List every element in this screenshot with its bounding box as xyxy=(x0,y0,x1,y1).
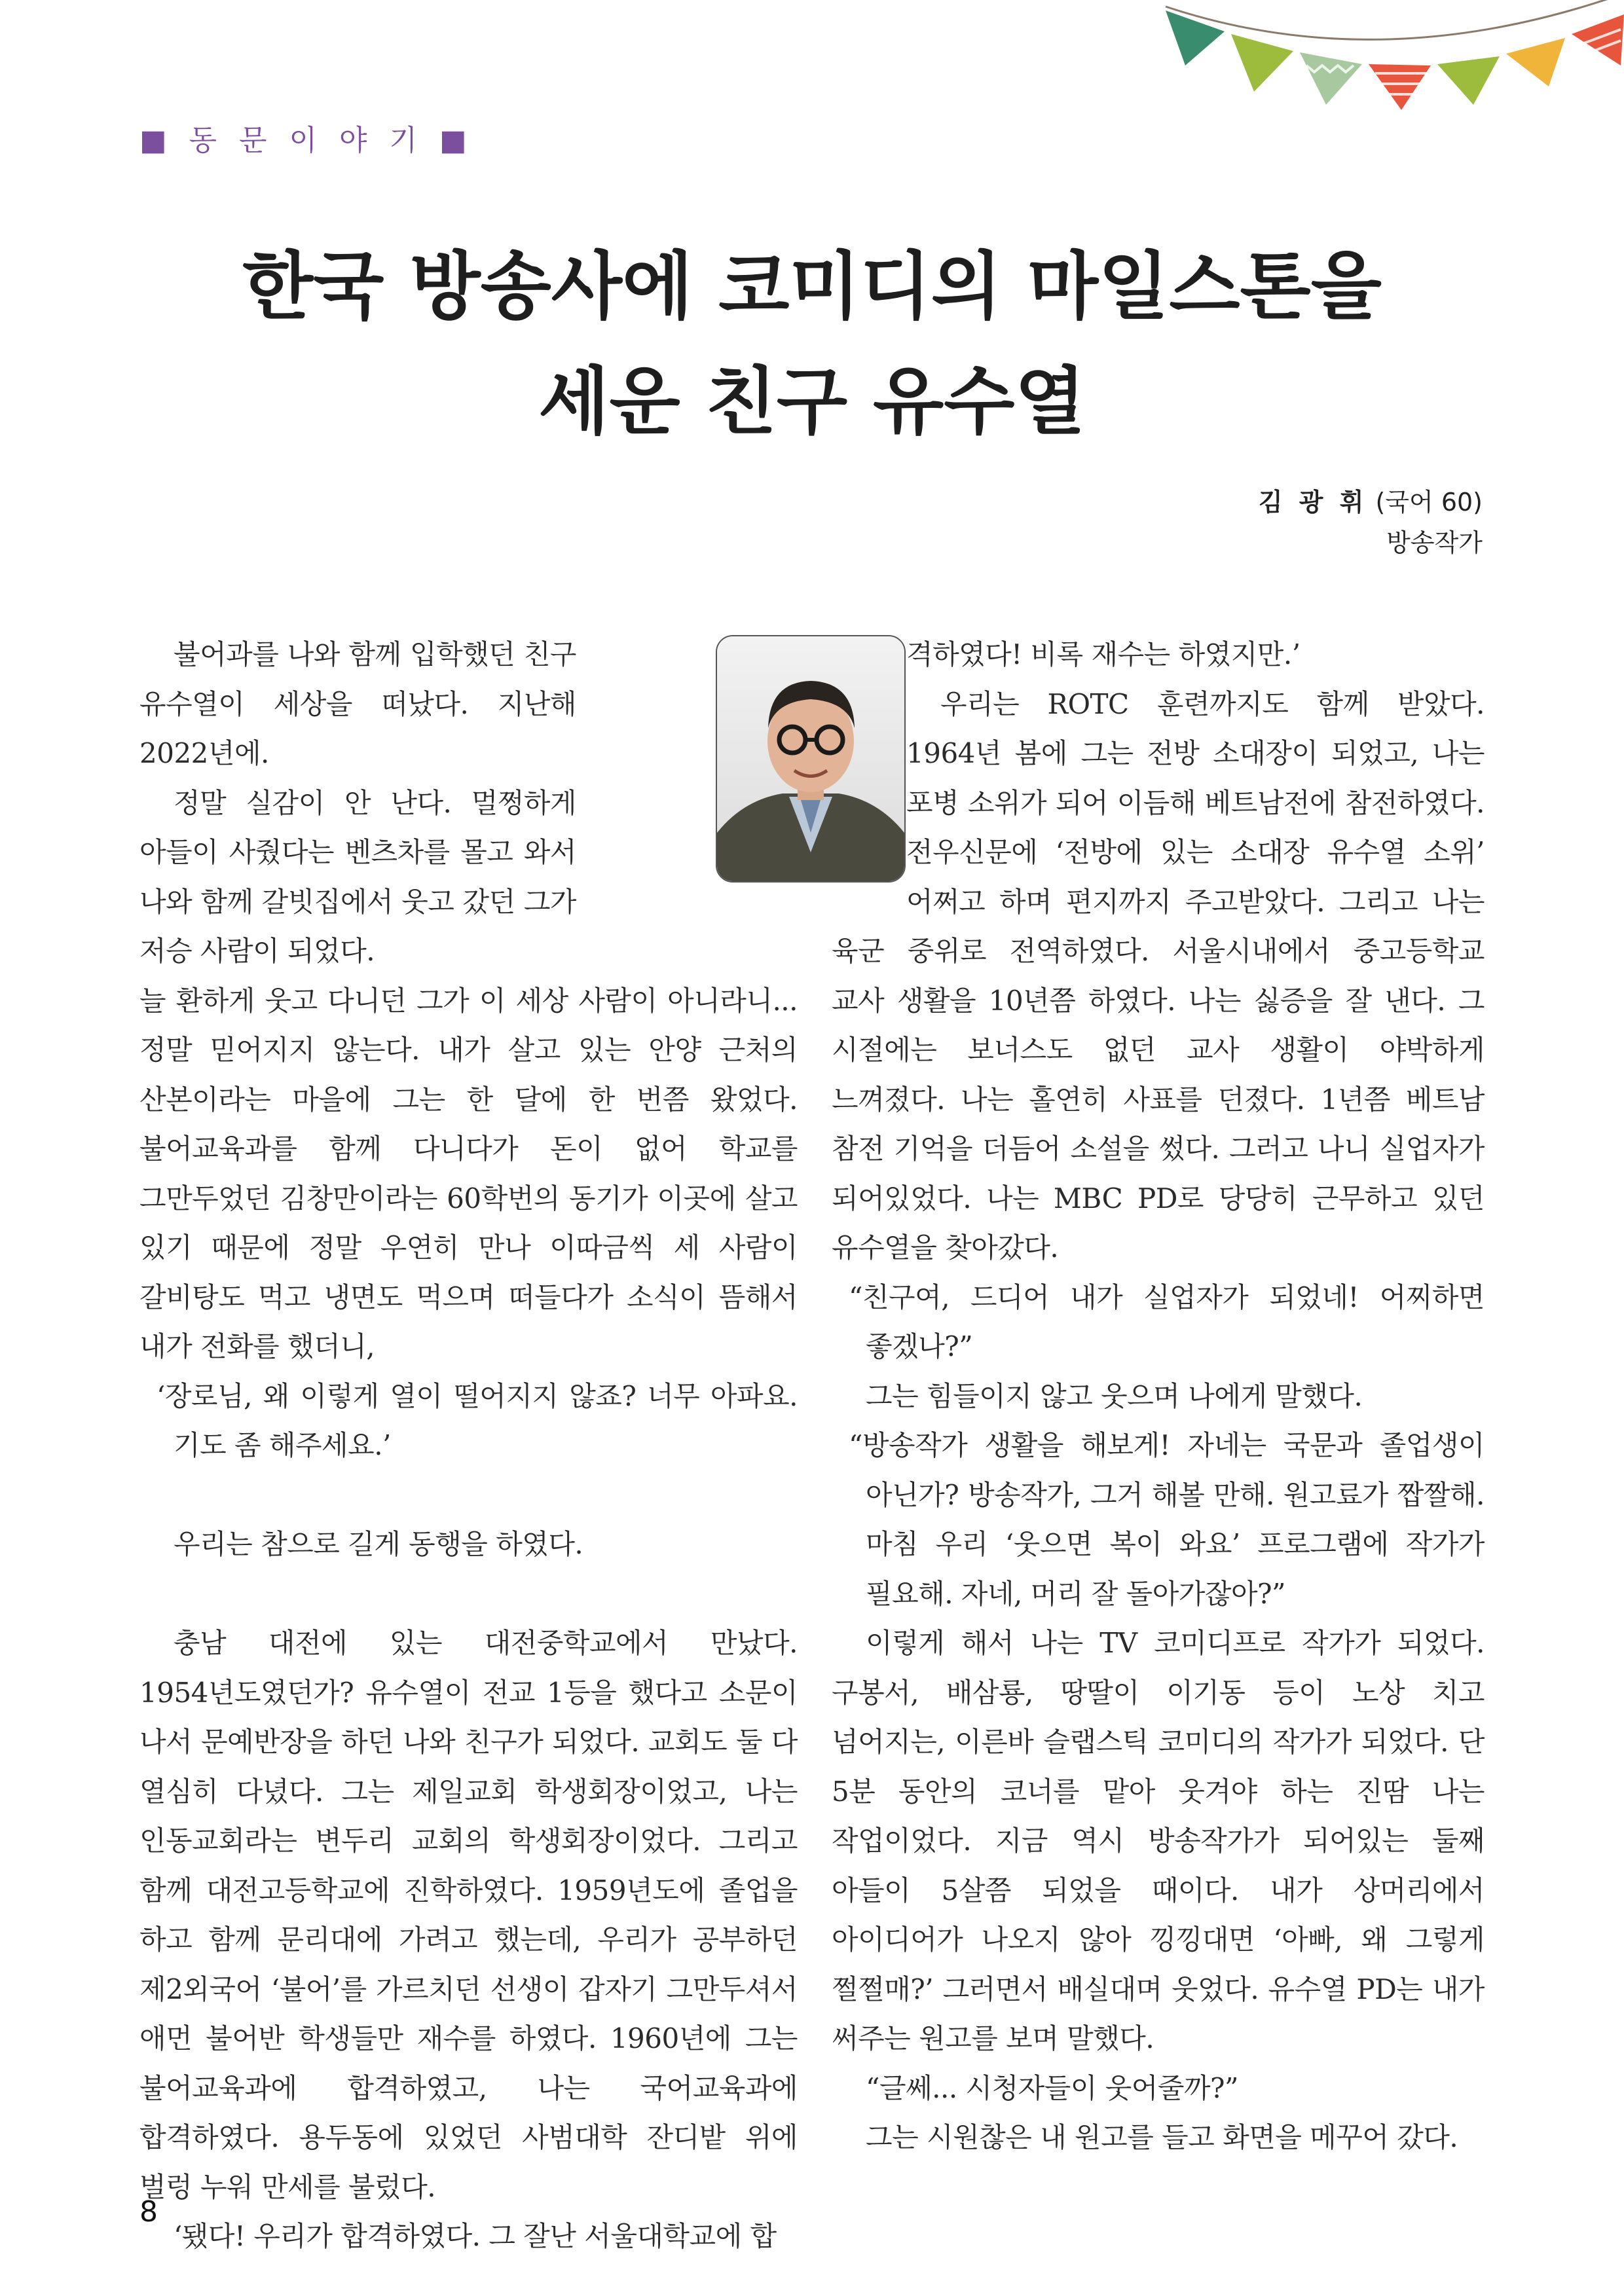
paragraph: 정말 실감이 안 난다. 멀쩡하게 아들이 사줬다는 벤츠차를 몰고 와서 나와 함께 갈빗집에서 웃고 갔던 그가 저승 사람이 되었다. xyxy=(139,786,576,967)
body-column-right xyxy=(832,630,1485,2162)
paragraph: ‘됐다! 우리가 합격하였다. 그 잘난 서울대학교에 합 xyxy=(174,2220,777,2252)
quote-paragraph: “친구여, 드디어 내가 실업자가 되었네! 어찌하면 좋겠나?” xyxy=(849,1281,1485,1362)
flag-1 xyxy=(1166,10,1225,65)
photo-spacer xyxy=(602,634,798,889)
author-affiliation: (국어 60) xyxy=(1375,488,1483,517)
quote-paragraph: ‘장로님, 왜 이렇게 열이 떨어지지 않죠? 너무 아파요. 기도 좀 해주세요.’ xyxy=(157,1379,798,1461)
body-column-left xyxy=(139,630,798,2261)
flag-4 xyxy=(1369,64,1431,110)
article-title xyxy=(0,229,1624,460)
page-number: 8 xyxy=(139,2195,158,2229)
flag-6 xyxy=(1506,38,1565,86)
paragraph: 우리는 참으로 길게 동행을 하였다. xyxy=(174,1528,583,1560)
quote-paragraph: “방송작가 생활을 해보게! 자네는 국문과 졸업생이 아닌가? 방송작가, 그거 해볼 만해. 원고료가 짭짤해. 마침 우리 ‘웃으면 복이 와요’ 프로그램에 작가가 필요해. 자네, 머리 잘 돌아가잖아?” xyxy=(849,1429,1485,1610)
photo-spacer xyxy=(832,630,906,885)
author-role: 방송작가 xyxy=(1386,528,1483,557)
paragraph: 그는 힘들이지 않고 웃으며 나에게 말했다. xyxy=(866,1379,1363,1412)
bunting-flags-decoration xyxy=(1139,0,1624,124)
author-name: 김 광 휘 xyxy=(1258,488,1368,517)
paragraph: 그는 시원찮은 내 원고를 들고 화면을 메꾸어 갔다. xyxy=(866,2121,1458,2153)
title-line-2: 세운 친구 유수열 xyxy=(538,359,1086,445)
section-tag: ■ 동 문 이 야 기 ■ xyxy=(139,124,473,157)
paragraph: “글쎄... 시청자들이 웃어줄까?” xyxy=(866,2071,1239,2104)
paragraph: 이렇게 해서 나는 TV 코미디프로 작가가 되었다. 구봉서, 배삼룡, 땅딸이 이기동 등이 노상 치고 넘어지는, 이른바 슬랩스틱 코미디의 작가가 되었다. 단 5분 동안의 코너를 맡아 웃겨야 하는 진땀 나는 작업이었다. 지금 역시 방송작가가 되어있는 둘째 아들이 5살쯤 되었을 때이다. 내가 상머리에서 아이디어가 나오지 않아 낑낑대면 ‘아빠, 왜 그렇게 쩔쩔매?’ 그러면서 배실대며 웃었다. 유수열 PD는 내가 써주는 원고를 보며 말했다. xyxy=(832,1627,1485,2054)
flag-5 xyxy=(1437,56,1500,105)
title-line-1: 한국 방송사에 코미디의 마일스톤을 xyxy=(242,244,1382,329)
flag-7 xyxy=(1572,14,1624,65)
paragraph: 충남 대전에 있는 대전중학교에서 만났다. 1954년도였던가? 유수열이 전교 1등을 했다고 소문이 나서 문예반장을 하던 나와 친구가 되었다. 교회도 둘 다 열심히 다녔다. 그는 제일교회 학생회장이었고, 나는 인동교회라는 변두리 교회의 학생회장이었다. 그리고 함께 대전고등학교에 진학하였다. 1959년도에 졸업을 하고 함께 문리대에 가려고 했는데, 우리가 공부하던 제2외국어 ‘불어’를 가르치던 선생이 갑자기 그만두셔서 애먼 불어반 학생들만 재수를 하였다. 1960년에 그는 불어교육과에 합격하였고, 나는 국어교육과에 합격하였다. 용두동에 있었던 사범대학 잔디밭 위에 벌렁 누워 만세를 불렀다. xyxy=(139,1627,798,2203)
paragraph: 우리는 ROTC 훈련까지도 함께 받았다. 1964년 봄에 그는 전방 소대장이 되었고, 나는 포병 소위가 되어 이듬해 베트남전에 참전하였다. 전우신문에 ‘전방에 있는 소대장 유수열 소위’ 어쩌고 하며 편지까지 주고받았다. 그리고 나는 육군 중위로 전역하였다. 서울시내에서 중고등학교 교사 생활을 10년쯤 하였다. 나는 싫증을 잘 낸다. 그 시절에는 보너스도 없던 교사 생활이 야박하게 느껴졌다. 나는 홀연히 사표를 던졌다. 1년쯤 베트남 참전 기억을 더듬어 소설을 썼다. 그러고 나니 실업자가 되어있었다. 나는 MBC PD로 당당히 근무하고 있던 유수열을 찾아갔다. xyxy=(832,687,1485,1264)
flag-2 xyxy=(1231,34,1293,92)
paragraph: 늘 환하게 웃고 다니던 그가 이 세상 사람이 아니라니... 정말 믿어지지 않는다. 내가 살고 있는 안양 근처의 산본이라는 마을에 그는 한 달에 한 번쯤 왔었다. 불어교육과를 함께 다니다가 돈이 없어 학교를 그만두었던 김창만이라는 60학번의 동기가 이곳에 살고 있기 때문에 정말 우연히 만나 이따금씩 세 사람이 갈비탕도 먹고 냉면도 먹으며 떠들다가 소식이 뜸해서 내가 전화를 했더니, xyxy=(139,984,798,1362)
byline xyxy=(1259,482,1483,563)
flag-3 xyxy=(1300,52,1362,105)
paragraph: 격하였다! 비록 재수는 하였지만.’ xyxy=(906,638,1301,670)
paragraph: 불어과를 나와 함께 입학했던 친구 유수열이 세상을 떠났다. 지난해 2022년에. xyxy=(139,638,576,769)
